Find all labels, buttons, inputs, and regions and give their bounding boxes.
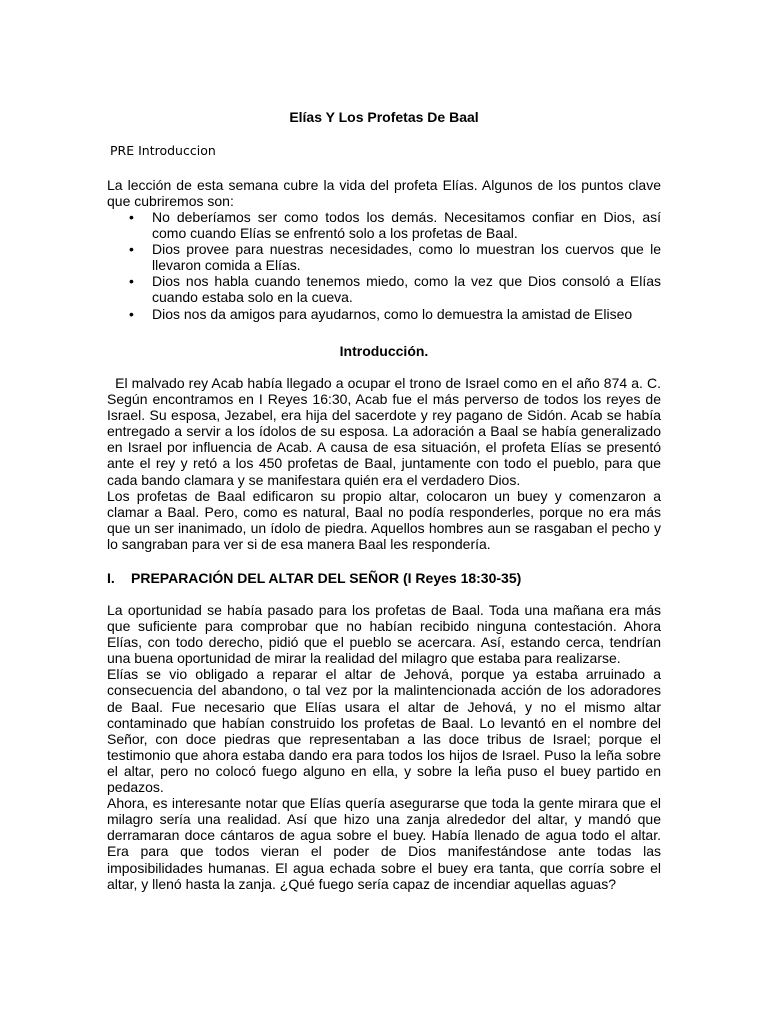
intro-paragraph: La lección de esta semana cubre la vida del profeta Elías. Algunos de los puntos clave que cubriremos son: — [107, 177, 661, 210]
introduction-heading: Introducción. — [339, 343, 429, 359]
list-item — [107, 273, 661, 305]
body-paragraph: La oportunidad se había pasado para los profetas de Baal. Toda una mañana era más que suficiente para comprobar que no habían recibido ninguna contestación. Ahora Elías, con todo derecho, pidió que el pueblo se acercara. Así, estando cerca, tendrían una buena oportunidad de mirar la realidad del milagro que estaba para realizarse. — [107, 602, 661, 667]
list-item-text: No deberíamos ser como todos los demás. Necesitamos confiar en Dios, así como cuando Elías se enfrentó solo a los profetas de Baal. — [152, 209, 661, 242]
body-paragraph: Elías se vio obligado a reparar el altar de Jehová, porque ya estaba arruinado a consecuencia del abandono, o tal vez por la malintencionada acción de los adoradores de Baal. Fue necesario que Elías usara el altar de Jehová, y no el mismo altar contaminado que habían construido los profetas de Baal. Lo levantó en el nombre del Señor, con doce piedras que representaban a las doce tribus de Israel; porque el testimonio que ahora estaba dando era para todos los hijos de Israel. Puso la leña sobre el altar, pero no colocó fuego alguno en ella, y sobre la leña puso el buey partido en pedazos. — [107, 666, 661, 796]
pre-introduction-label: PRE Introduccion — [110, 143, 216, 158]
body-paragraph: Ahora, es interesante notar que Elías quería asegurarse que toda la gente mirara que el milagro sería una realidad. Así que hizo una zanja alrededor del altar, y mandó que derramaran doce cántaros de agua sobre el buey. Había llenado de agua todo el altar. Era para que todos vieran el poder de Dios manifestándose ante todas las imposibilidades humanas. El agua echada sobre el buey era tanta, que corría sobre el altar, y llenó hasta la zanja. ¿Qué fuego sería capaz de incendiar aquellas aguas? — [107, 795, 661, 892]
list-item-text: Dios nos da amigos para ayudarnos, como lo demuestra la amistad de Eliseo — [152, 305, 633, 322]
list-item-text: Dios provee para nuestras necesidades, como lo muestran los cuervos que le llevaron comida a Elías. — [152, 241, 661, 274]
document-title: Elías Y Los Profetas De Baal — [289, 109, 479, 125]
bullet-icon: • — [129, 209, 134, 225]
section-body — [107, 602, 661, 892]
list-item — [107, 306, 661, 322]
bullet-icon: • — [129, 273, 134, 290]
introduction-body — [107, 375, 661, 552]
section-title: PREPARACIÓN DEL ALTAR DEL SEÑOR (I Reyes 18:30-35) — [131, 570, 522, 586]
body-paragraph: Los profetas de Baal edificaron su propio altar, colocaron un buey y comenzaron a clamar a Baal. Pero, como es natural, Baal no podía responderles, porque no era más que un ser inanimado, un ídolo de piedra. Aquellos hombres aun se rasgaban el pecho y lo sangraban para ver si de esa manera Baal les respondería. — [107, 487, 661, 552]
list-item — [107, 241, 661, 273]
body-paragraph: El malvado rey Acab había llegado a ocupar el trono de Israel como en el año 874 a. C. Según encontramos en I Reyes 16:30, Acab fue el más perverso de todos los reyes de Israel. Su esposa, Jezabel, era hija del sacerdote y rey pagano de Sidón. Acab se había entregado a servir a los ídolos de su esposa. La adoración a Baal se había generalizado en Israel por influencia de Acab. A causa de esa situación, el profeta Elías se presentó ante el rey y retó a los 450 profetas de Baal, juntamente con todo el pueblo, para que cada bando clamara y se manifestara quién era el verdadero Dios. — [107, 375, 661, 488]
bullet-icon: • — [129, 305, 134, 322]
list-item — [107, 209, 661, 241]
key-points-list — [107, 209, 661, 322]
list-item-text: Dios nos habla cuando tenemos miedo, como la vez que Dios consoló a Elías cuando estaba solo en la cueva. — [152, 273, 661, 306]
bullet-icon: • — [129, 241, 134, 258]
section-heading — [107, 569, 661, 587]
section-number: I. — [107, 570, 115, 586]
